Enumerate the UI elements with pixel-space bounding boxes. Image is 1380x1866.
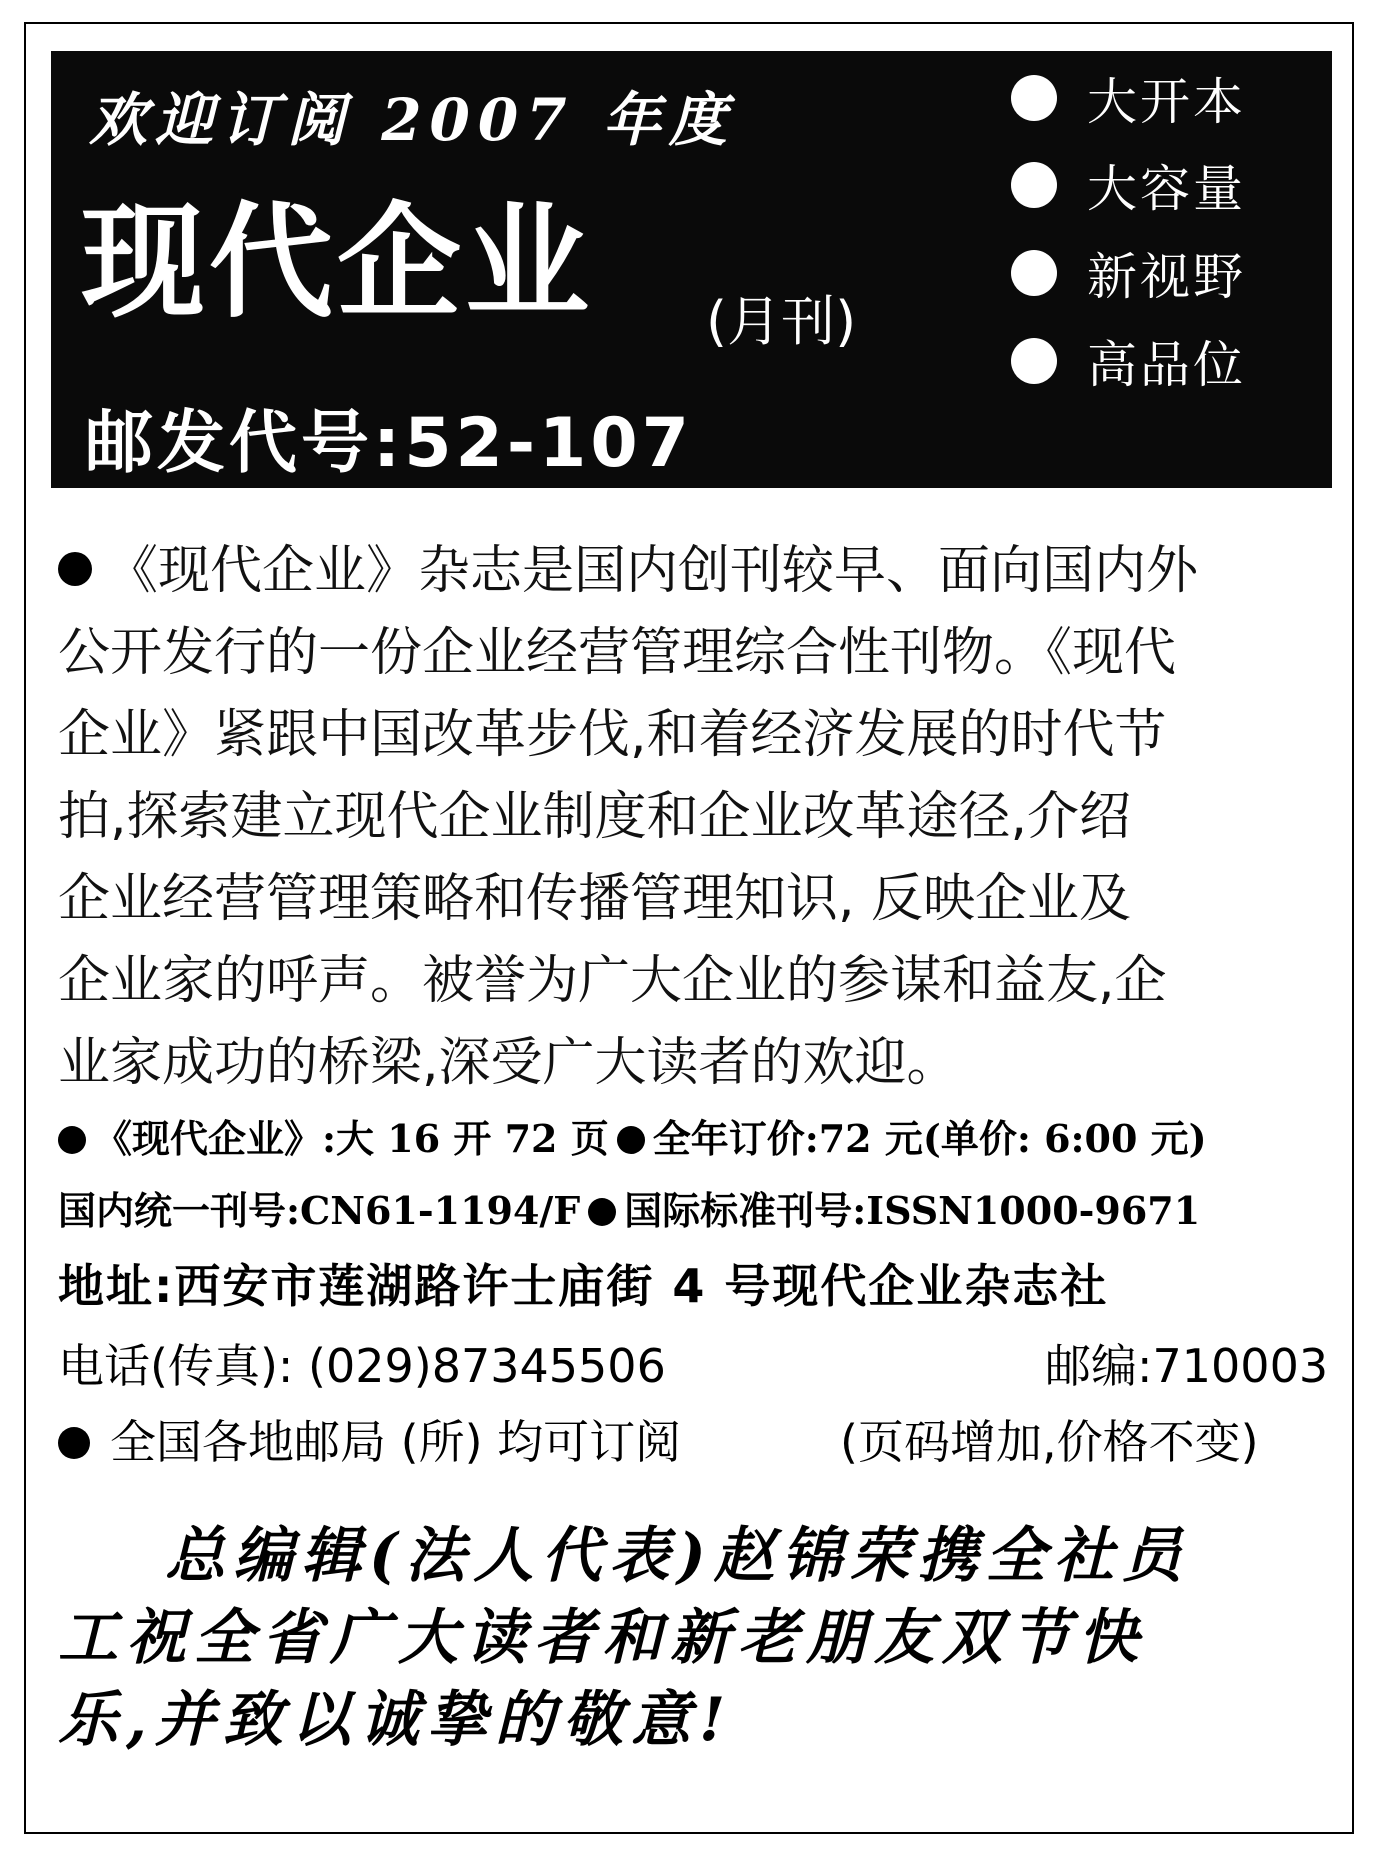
issn-line — [58, 1180, 1200, 1235]
spec-price-line — [58, 1108, 1207, 1163]
bullet-icon — [617, 1126, 645, 1154]
postcode: 邮编:710003 — [1045, 1339, 1329, 1393]
description-line: 企业》紧跟中国改革步伐,和着经济发展的时代节 — [58, 705, 1167, 765]
bullet-icon — [58, 552, 92, 586]
feature-item — [1011, 68, 1246, 131]
bullet-icon — [58, 1126, 86, 1154]
description-line: 拍,探索建立现代企业制度和企业改革途径,介绍 — [58, 787, 1132, 847]
bullet-icon — [1011, 75, 1057, 121]
closing-line: 乐,并致以诚挚的敬意! — [58, 1685, 734, 1755]
feature-label: 新视野 — [1087, 248, 1246, 306]
phone: 电话(传真): (029)87345506 — [58, 1339, 666, 1393]
description-paragraph — [58, 530, 1328, 1104]
feature-list — [1011, 51, 1321, 488]
feature-label: 高品位 — [1087, 336, 1246, 394]
magazine-title: 现代企业 — [81, 191, 594, 335]
description-line: 公开发行的一份企业经营管理综合性刊物。《现代 — [58, 623, 1177, 683]
description-line: 《现代企业》杂志是国内创刊较早、面向国内外 — [58, 530, 1328, 612]
bullet-icon — [58, 1427, 90, 1459]
spec-text: 《现代企业》:大 16 开 72 页 — [94, 1116, 609, 1161]
address: 地址:西安市莲湖路许士庙街 4 号现代企业杂志社 — [58, 1259, 1109, 1313]
welcome-text: 欢迎订阅 2007 年度 — [89, 86, 735, 154]
postal-code: 邮发代号:52-107 — [85, 404, 693, 483]
bullet-icon — [1011, 250, 1057, 296]
price-text: 全年订价:72 元(单价: 6:00 元) — [652, 1116, 1207, 1161]
feature-label: 大开本 — [1087, 73, 1246, 131]
issn-number: 国际标准刊号:ISSN1000-9671 — [624, 1188, 1201, 1233]
header-banner — [51, 51, 1332, 488]
feature-item — [1011, 331, 1246, 394]
closing-line: 总编辑(法人代表)赵锦荣携全社员 — [165, 1521, 1190, 1591]
feature-item — [1011, 155, 1246, 218]
monthly-label: (月刊) — [706, 290, 857, 353]
price-note: (页码增加,价格不变) — [840, 1415, 1259, 1469]
description-line: 业家成功的桥梁,深受广大读者的欢迎。 — [58, 1033, 959, 1093]
feature-item — [1011, 243, 1246, 306]
subscribe-line — [58, 1406, 681, 1472]
description-line: 企业家的呼声。被誉为广大企业的参谋和益友,企 — [58, 951, 1167, 1011]
description-line: 企业经营管理策略和传播管理知识, 反映企业及 — [58, 869, 1132, 929]
cn-number: 国内统一刊号:CN61-1194/F — [58, 1188, 581, 1233]
bullet-icon — [588, 1198, 616, 1226]
closing-line: 工祝全省广大读者和新老朋友双节快 — [58, 1603, 1146, 1673]
subscribe-text: 全国各地邮局 (所) 均可订阅 — [110, 1415, 682, 1469]
bullet-icon — [1011, 338, 1057, 384]
bullet-icon — [1011, 162, 1057, 208]
feature-label: 大容量 — [1087, 160, 1246, 218]
